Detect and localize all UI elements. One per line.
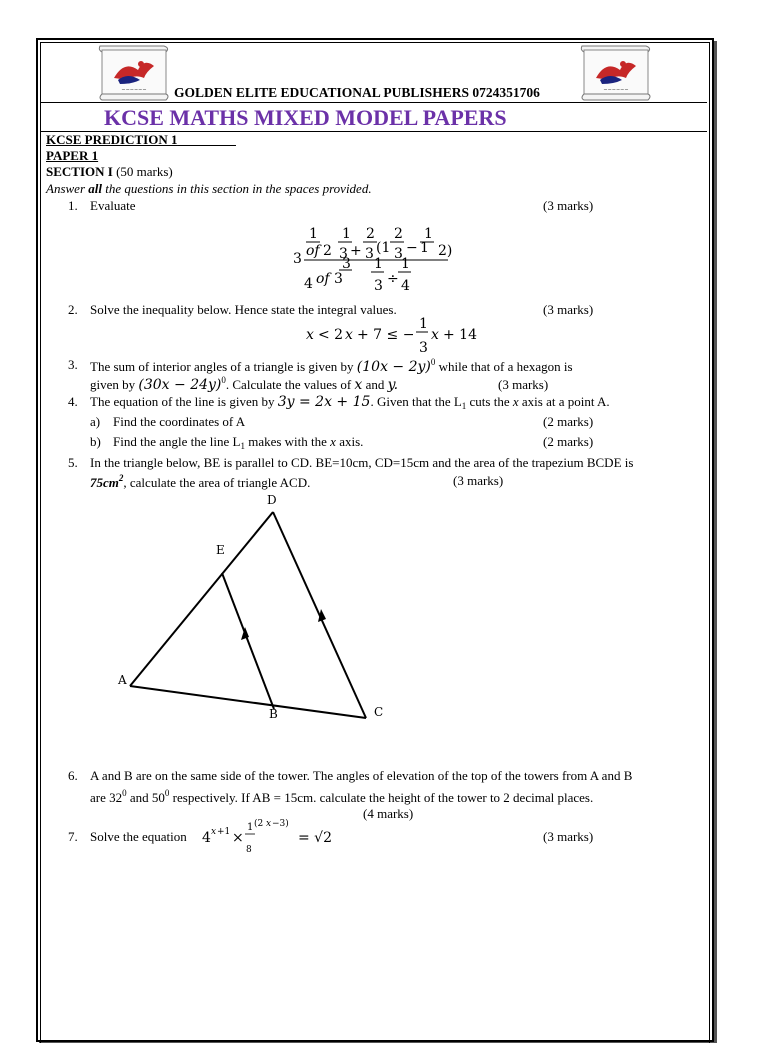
prediction-label: KCSE PREDICTION 1 [46,132,178,147]
svg-text:(1: (1 [376,240,391,256]
q1-number: 1. [68,198,78,213]
svg-text:1: 1 [424,226,433,242]
q5-number: 5. [68,455,78,470]
svg-text:of: of [316,271,330,287]
svg-text:3: 3 [394,246,403,262]
svg-text:4: 4 [401,278,410,294]
q4b-text: Find the angle the line $L_1$ makes with the x axis. [113,434,364,451]
header-divider [41,102,707,103]
svg-text:3: 3 [419,340,428,356]
q1-text: Evaluate [90,198,136,213]
svg-text:of: of [306,243,320,259]
q1-expression [288,220,468,296]
svg-text:3: 3 [365,246,374,262]
q5-line2: $75cm^2$, calculate the area of triangle ACD. [90,473,311,490]
q6-line1: A and B are on the same side of the tower. The angles of elevation of the top of the towers from A and B [90,768,633,783]
q3-line1: The sum of interior angles of a triangle is given by $(10x - 2y)^0$ while that of a hexagon is [90,357,573,375]
label-b: B [269,707,278,721]
svg-text:3: 3 [374,278,383,294]
svg-text:1: 1 [309,226,318,242]
svg-text:2: 2 [366,226,375,242]
svg-text:1: 1 [420,240,429,256]
svg-text:×: × [232,830,244,846]
triangle-lines [130,512,366,718]
svg-text:2: 2 [394,226,403,242]
svg-text:1: 1 [247,822,254,833]
svg-text:3: 3 [293,251,302,267]
svg-text:−3): −3) [272,819,289,829]
svg-text:+1: +1 [217,827,231,837]
svg-text:x: x [266,819,272,829]
svg-text:8: 8 [246,845,252,855]
q4-text: The equation of the line is given by 3y = 2x + 15. Given that the $L_1$ cuts the x axis at a point A. [90,394,610,411]
svg-text:÷: ÷ [387,271,399,287]
q7-number: 7. [68,829,78,844]
svg-text:= √2: = √2 [298,830,333,846]
q3-line2: given by $(30x - 24y)^0$. Calculate the values of x and y. [90,375,399,393]
q6-line2: are $32^0$ and $50^0$ respectively. If AB = 15cm. calculate the height of the tower to 2 decimal places. [90,788,594,805]
svg-text:x: x [306,327,314,343]
q2-marks: (3 marks) [543,302,594,317]
svg-text:~~~~~~: ~~~~~~ [603,87,629,93]
label-d: D [267,493,277,507]
svg-text:x: x [345,327,353,343]
label-a: A [118,673,127,687]
q4b-label: b) [90,434,101,449]
svg-text:+ 14: + 14 [443,327,477,343]
q5-line1: In the triangle below, BE is parallel to CD. BE=10cm, CD=15cm and the area of the trapezium BCDE is [90,455,634,470]
svg-text:3: 3 [342,256,351,272]
svg-text:3: 3 [339,246,348,262]
q6-number: 6. [68,768,78,783]
publisher-logo-right [576,44,656,102]
svg-text:+: + [350,243,362,259]
svg-text:1: 1 [401,256,410,272]
q2-inequality [300,314,490,356]
svg-text:2): 2) [438,243,453,259]
svg-text:−: − [406,240,418,256]
svg-text:(2: (2 [254,819,264,829]
svg-text:4: 4 [202,830,211,846]
triangle-diagram [110,490,400,730]
q6-marks: (4 marks) [363,806,414,821]
svg-text:1: 1 [374,256,383,272]
svg-text:< 2: < 2 [318,327,344,343]
q4a-text: Find the coordinates of A [113,414,246,429]
q4a-marks: (2 marks) [543,414,594,429]
svg-text:+ 7 ≤ −: + 7 ≤ − [357,327,415,343]
label-e: E [216,543,225,557]
q4a-label: a) [90,414,101,429]
q1-marks: (3 marks) [543,198,594,213]
q4-number: 4. [68,394,78,409]
q2-number: 2. [68,302,78,317]
section-heading: SECTION I (50 marks) [46,164,173,179]
q7-marks: (3 marks) [543,829,594,844]
q5-marks: (3 marks) [453,473,504,488]
q4b-marks: (2 marks) [543,434,594,449]
q3-number: 3. [68,357,78,372]
page-title: KCSE MATHS MIXED MODEL PAPERS [104,105,507,130]
svg-text:~~~~~~: ~~~~~~ [121,87,147,93]
svg-text:x: x [211,827,217,837]
instructions: Answer all the questions in this section in the spaces provided. [46,181,372,196]
label-c: C [374,705,384,719]
svg-text:2: 2 [323,243,332,259]
publisher-line: GOLDEN ELITE EDUCATIONAL PUBLISHERS 0724351706 [174,85,540,100]
svg-text:3: 3 [334,271,343,287]
publisher-logo-left [94,44,174,102]
svg-text:x: x [431,327,439,343]
paper-label: PAPER 1 [46,148,99,163]
svg-text:1: 1 [342,226,351,242]
q3-marks: (3 marks) [498,377,549,392]
q7-equation [200,814,340,860]
svg-text:4: 4 [304,276,313,292]
q7-text: Solve the equation [90,829,187,844]
svg-text:1: 1 [419,316,428,332]
q2-text: Solve the inequality below. Hence state the integral values. [90,302,397,317]
